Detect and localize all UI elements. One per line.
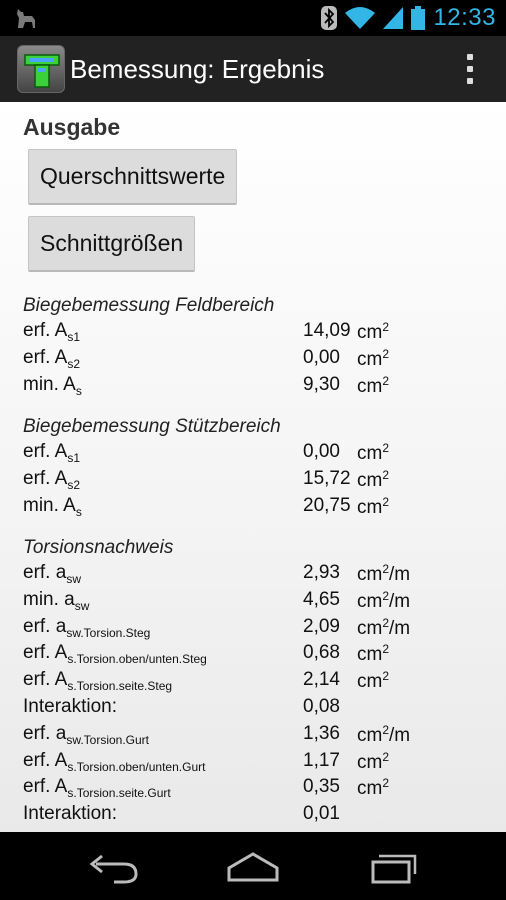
result-label-text: erf. A <box>23 346 68 368</box>
clock: 12:33 <box>433 4 496 31</box>
result-value: 0,00 <box>303 346 340 368</box>
result-unit <box>357 320 389 344</box>
result-label-subscript: s <box>75 383 82 398</box>
unit-exponent: 2 <box>382 615 390 630</box>
back-icon[interactable] <box>84 846 144 886</box>
result-label-text: Interaktion: <box>23 803 117 825</box>
unit-exponent: 2 <box>382 642 390 657</box>
result-label-text: erf. a <box>23 562 67 583</box>
unit-exponent: 2 <box>382 441 390 455</box>
result-label-subscript: s2 <box>67 356 81 371</box>
result-row <box>23 696 493 722</box>
result-row <box>23 723 493 749</box>
result-row <box>23 320 493 346</box>
schnittgroessen-button[interactable]: Schnittgrößen <box>28 216 195 272</box>
result-label-subscript: s.Torsion.seite.Gurt <box>67 786 171 801</box>
result-label-text: erf. A <box>23 669 68 691</box>
result-value: 0,35 <box>303 776 340 798</box>
unit-base: cm <box>357 348 383 370</box>
result-label <box>23 347 80 371</box>
unit-base: cm <box>357 443 383 464</box>
unit-base: cm <box>357 671 383 693</box>
result-unit <box>357 495 389 519</box>
output-header: Ausgabe <box>23 114 121 140</box>
result-row <box>23 468 493 494</box>
unit-exponent: 2 <box>382 588 390 603</box>
result-value: 14,09 <box>303 320 351 341</box>
home-icon[interactable] <box>223 846 283 886</box>
result-label-text: Interaktion: <box>23 696 117 717</box>
result-label-text: min. a <box>23 588 75 610</box>
result-label <box>23 468 80 492</box>
unit-exponent: 2 <box>382 669 390 684</box>
result-label-text: erf. A <box>23 749 68 771</box>
result-value: 2,93 <box>303 562 340 583</box>
result-value: 1,17 <box>303 749 340 771</box>
result-label-text: erf. A <box>23 441 68 462</box>
unit-suffix: /m <box>389 617 411 639</box>
result-unit <box>357 347 389 371</box>
result-label-subscript: s.Torsion.oben/unten.Steg <box>67 652 207 667</box>
result-label-subscript: s1 <box>67 330 81 344</box>
unit-suffix: /m <box>389 724 411 746</box>
result-value: 4,65 <box>303 588 340 610</box>
stuetz-section-title: Biegebemessung Stützbereich <box>23 416 281 437</box>
result-unit <box>357 616 410 640</box>
unit-base: cm <box>357 644 383 666</box>
result-label <box>23 776 171 800</box>
result-value: 0,01 <box>303 803 340 825</box>
result-value: 0,08 <box>303 696 340 717</box>
battery-icon <box>411 6 425 30</box>
status-bar <box>0 0 506 36</box>
result-row <box>23 441 493 467</box>
result-row <box>23 642 493 668</box>
bluetooth-icon <box>321 6 337 30</box>
wifi-icon <box>345 7 375 29</box>
result-label <box>23 642 207 666</box>
unit-exponent: 2 <box>382 776 390 791</box>
result-row <box>23 589 493 615</box>
querschnittswerte-button[interactable]: Querschnittswerte <box>28 149 237 205</box>
torsion-section-title: Torsionsnachweis <box>23 537 174 558</box>
result-row <box>23 803 493 829</box>
result-label-subscript: sw <box>74 598 90 613</box>
unit-base: cm <box>357 778 383 800</box>
result-label-subscript: sw <box>66 572 81 586</box>
unit-base: cm <box>357 322 383 343</box>
app-logo-icon[interactable] <box>17 45 65 93</box>
result-label-subscript: s2 <box>67 477 81 492</box>
unit-base: cm <box>357 617 383 639</box>
unit-exponent: 2 <box>382 320 390 334</box>
result-unit <box>357 750 389 774</box>
result-label-subscript: s.Torsion.seite.Steg <box>67 679 173 694</box>
unit-exponent: 2 <box>382 373 390 388</box>
signal-icon <box>383 7 403 29</box>
overflow-menu-icon[interactable] <box>464 54 476 84</box>
result-row <box>23 347 493 373</box>
result-label-subscript: s1 <box>67 451 81 465</box>
result-unit <box>357 468 389 492</box>
result-row <box>23 750 493 776</box>
result-row <box>23 374 493 400</box>
result-unit <box>357 562 410 586</box>
result-label-subscript: s.Torsion.oben/unten.Gurt <box>67 759 206 774</box>
unit-base: cm <box>357 375 383 397</box>
result-value: 9,30 <box>303 373 340 395</box>
recent-apps-icon[interactable] <box>365 846 425 886</box>
unit-base: cm <box>357 469 383 491</box>
unit-exponent: 2 <box>382 346 390 361</box>
navigation-bar <box>0 832 506 900</box>
unit-exponent: 2 <box>382 494 390 509</box>
result-label <box>23 495 82 519</box>
result-value: 0,68 <box>303 642 340 664</box>
result-label-text: min. A <box>23 373 76 395</box>
unit-exponent: 2 <box>382 749 390 764</box>
result-label <box>23 723 149 747</box>
unit-base: cm <box>357 724 383 746</box>
result-label <box>23 589 89 613</box>
result-label-subscript: sw.Torsion.Gurt <box>66 732 150 747</box>
result-label-text: erf. A <box>23 776 68 798</box>
result-row <box>23 669 493 695</box>
result-label-text: erf. a <box>23 615 67 637</box>
result-value: 2,09 <box>303 615 340 637</box>
result-row <box>23 616 493 642</box>
result-label-text: min. A <box>23 494 76 516</box>
result-label-text: erf. a <box>23 722 67 744</box>
result-label-subscript: sw.Torsion.Steg <box>66 625 151 640</box>
result-label-text: erf. A <box>23 320 68 341</box>
result-label <box>23 669 172 693</box>
unit-exponent: 2 <box>382 562 390 576</box>
result-unit <box>357 441 389 465</box>
result-unit <box>357 589 410 613</box>
result-label <box>23 750 205 774</box>
unit-base: cm <box>357 496 383 518</box>
result-label-text: erf. A <box>23 642 68 664</box>
result-label <box>23 803 117 827</box>
unit-suffix: /m <box>389 564 411 585</box>
result-row <box>23 495 493 521</box>
unit-base: cm <box>357 751 383 773</box>
unit-suffix: /m <box>389 590 411 612</box>
notification-cat-icon <box>14 6 40 30</box>
result-label <box>23 696 117 720</box>
action-bar <box>0 36 506 102</box>
result-unit <box>357 723 410 747</box>
content-scroll[interactable] <box>0 102 506 832</box>
result-unit <box>357 669 389 693</box>
result-label <box>23 562 81 586</box>
result-row <box>23 562 493 588</box>
result-label-text: erf. A <box>23 467 68 489</box>
result-value: 2,14 <box>303 669 340 691</box>
screen-title: Bemessung: Ergebnis <box>70 54 325 84</box>
result-unit <box>357 776 389 800</box>
feld-section-title: Biegebemessung Feldbereich <box>23 295 275 316</box>
result-label <box>23 374 82 398</box>
result-label-subscript: s <box>75 504 82 519</box>
result-value: 1,36 <box>303 722 340 744</box>
result-label <box>23 320 80 344</box>
result-value: 20,75 <box>303 494 351 516</box>
result-value: 15,72 <box>303 467 351 489</box>
result-unit <box>357 642 389 666</box>
unit-exponent: 2 <box>382 722 390 737</box>
result-value: 0,00 <box>303 441 340 462</box>
result-row <box>23 776 493 802</box>
result-unit <box>357 374 389 398</box>
unit-base: cm <box>357 590 383 612</box>
unit-base: cm <box>357 564 383 585</box>
result-label <box>23 441 80 465</box>
unit-exponent: 2 <box>382 467 390 482</box>
result-label <box>23 616 150 640</box>
